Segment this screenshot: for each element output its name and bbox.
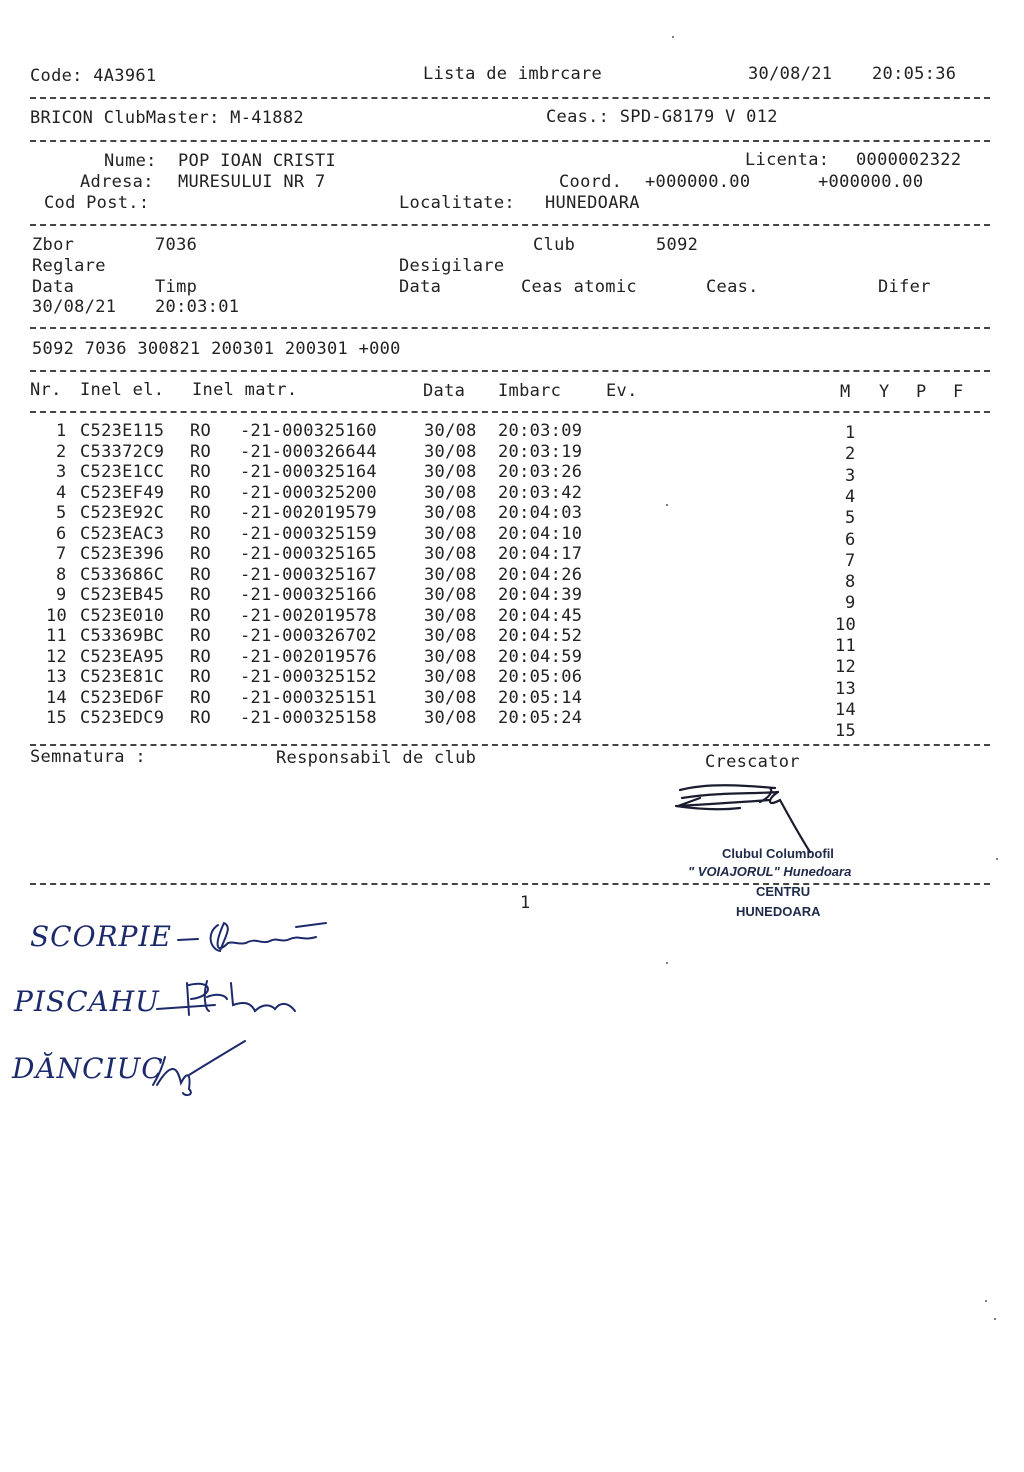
coord-value-1: +000000.00	[645, 172, 751, 192]
setting-time: 20:03:01	[155, 297, 240, 317]
row-m: 12	[835, 657, 857, 678]
time-label: Timp	[155, 277, 198, 297]
row-ro: RO	[190, 441, 212, 462]
handwritten-signature-1	[176, 915, 336, 960]
handwritten-name-3: DĂNCIUC	[12, 1052, 164, 1085]
row-date: 30/08	[424, 626, 477, 646]
row-inel-el: C523E81C	[80, 667, 165, 687]
row-date: 30/08	[424, 667, 477, 687]
col-header-data: Data	[423, 381, 466, 401]
row-time: 20:04:39	[498, 585, 583, 605]
breeder-label: Crescator	[705, 752, 800, 772]
col-header-ev: Ev.	[606, 381, 638, 401]
row-inel-el: C523E010	[80, 605, 165, 626]
difference-label: Difer	[878, 277, 931, 297]
row-time: 20:05:06	[498, 667, 583, 687]
row-date: 30/08	[424, 646, 477, 667]
paper-speck	[666, 504, 668, 506]
table-row	[0, 462, 1024, 486]
table-row	[0, 626, 1024, 656]
row-nr: 3	[56, 462, 67, 482]
coord-label: Coord.	[559, 172, 623, 192]
row-time: 20:03:09	[498, 421, 583, 441]
handwritten-signature-2	[155, 975, 315, 1020]
row-inel-matr: -21-000325166	[240, 585, 377, 605]
row-date: 30/08	[424, 421, 477, 441]
row-inel-el: C523EAC3	[80, 523, 165, 544]
row-time: 20:04:59	[498, 646, 583, 667]
locality-label: Localitate:	[399, 193, 515, 213]
club-responsible-label: Responsabil de club	[276, 748, 477, 768]
row-ro: RO	[190, 626, 212, 646]
date-label: Data	[32, 277, 75, 297]
row-inel-matr: -21-000325165	[240, 544, 377, 564]
row-nr: 9	[56, 585, 67, 605]
row-date: 30/08	[424, 462, 477, 482]
row-inel-el: C523E115	[80, 421, 165, 441]
row-inel-matr: -21-000325158	[240, 708, 377, 728]
col-header-imbarc: Imbarc	[498, 381, 562, 401]
row-m: 11	[835, 636, 857, 656]
header-time: 20:05:36	[872, 64, 957, 84]
row-m: 8	[845, 572, 856, 593]
row-date: 30/08	[424, 441, 477, 462]
row-ro: RO	[190, 462, 212, 482]
row-inel-matr: -21-000325152	[240, 667, 377, 687]
row-inel-matr: -21-000325167	[240, 564, 377, 585]
paper-speck	[672, 36, 674, 38]
row-time: 20:04:45	[498, 605, 583, 626]
row-ro: RO	[190, 605, 212, 626]
table-row	[0, 564, 1024, 593]
atomic-clock-label: Ceas atomic	[521, 277, 637, 297]
setting-label: Reglare	[32, 256, 106, 276]
row-inel-el: C523E396	[80, 544, 165, 564]
row-nr: 2	[56, 441, 67, 462]
row-date: 30/08	[424, 503, 477, 523]
row-inel-matr: -21-000325160	[240, 421, 377, 441]
paper-speck	[985, 1300, 987, 1302]
row-inel-el: C523ED6F	[80, 687, 165, 708]
row-ro: RO	[190, 544, 212, 564]
paper-speck	[996, 858, 998, 860]
row-nr: 11	[46, 626, 68, 646]
divider	[30, 97, 990, 99]
row-inel-matr: -21-000325151	[240, 687, 377, 708]
row-inel-matr: -21-002019579	[240, 503, 377, 523]
address-label: Adresa:	[80, 172, 154, 192]
col-header-inel-el: Inel el.	[80, 380, 165, 400]
code-label: Code: 4A3961	[30, 66, 157, 86]
col-header-p: P	[916, 382, 927, 402]
col-header-f: F	[953, 382, 964, 402]
row-nr: 5	[56, 503, 67, 523]
row-nr: 15	[46, 708, 68, 728]
row-date: 30/08	[424, 687, 477, 708]
row-time: 20:04:10	[498, 523, 583, 544]
clubmaster-label: BRICON ClubMaster: M-41882	[30, 108, 304, 128]
handwritten-name-2: PISCAHU	[14, 985, 160, 1018]
row-time: 20:04:03	[498, 503, 583, 523]
license-label: Licenta:	[745, 150, 830, 170]
paper-speck	[994, 1318, 996, 1320]
owner-address: MURESULUI NR 7	[178, 172, 326, 192]
row-time: 20:05:24	[498, 708, 583, 728]
divider	[30, 224, 990, 226]
unsealing-label: Desigilare	[399, 256, 505, 276]
clock-col-label: Ceas.	[706, 277, 759, 297]
divider	[30, 140, 990, 142]
table-row	[0, 482, 1024, 507]
row-m: 5	[845, 508, 856, 529]
row-date: 30/08	[424, 482, 477, 503]
row-inel-el: C533686C	[80, 564, 165, 585]
divider	[30, 744, 990, 746]
row-nr: 7	[56, 544, 67, 564]
locality-value: HUNEDOARA	[545, 193, 640, 213]
name-label: Nume:	[104, 151, 157, 171]
table-row	[0, 441, 1024, 465]
row-inel-matr: -21-000325164	[240, 462, 377, 482]
row-time: 20:03:19	[498, 441, 583, 462]
header-date: 30/08/21	[748, 64, 833, 84]
row-m: 15	[835, 721, 857, 742]
table-row	[0, 421, 1024, 441]
clock-label: Ceas.: SPD-G8179 V 012	[546, 107, 778, 127]
code-line: 5092 7036 300821 200301 200301 +000	[32, 339, 401, 359]
row-inel-matr: -21-002019578	[240, 605, 377, 626]
row-nr: 8	[56, 564, 67, 585]
table-row	[0, 503, 1024, 529]
row-ro: RO	[190, 687, 212, 708]
row-inel-el: C523EF49	[80, 482, 165, 503]
col-header-inel-matr: Inel matr.	[192, 380, 298, 400]
row-ro: RO	[190, 482, 212, 503]
owner-name: POP IOAN CRISTI	[178, 151, 337, 171]
divider	[30, 411, 990, 413]
table-row	[0, 585, 1024, 614]
signature-label: Semnatura :	[30, 747, 146, 767]
row-m: 9	[845, 593, 856, 614]
row-time: 20:05:14	[498, 687, 583, 708]
col-header-m: M	[840, 382, 851, 402]
stamp-line-3: CENTRU	[756, 884, 811, 899]
row-inel-el: C523E92C	[80, 503, 165, 523]
divider	[30, 370, 990, 372]
page-number: 1	[520, 893, 531, 913]
table-row	[0, 605, 1024, 635]
row-m: 13	[835, 678, 857, 699]
col-header-y: Y	[879, 382, 890, 402]
row-time: 20:04:52	[498, 626, 583, 646]
row-date: 30/08	[424, 605, 477, 626]
row-inel-matr: -21-000326644	[240, 441, 377, 462]
row-m: 7	[845, 550, 856, 571]
document-title: Lista de imbrcare	[423, 64, 603, 84]
handwritten-name-1: SCORPIE	[30, 920, 172, 953]
postcode-label: Cod Post.:	[44, 193, 150, 213]
unseal-date-label: Data	[399, 277, 442, 297]
row-time: 20:04:26	[498, 564, 583, 585]
row-inel-matr: -21-000325200	[240, 482, 377, 503]
row-m: 3	[845, 465, 856, 486]
row-nr: 1	[56, 421, 67, 441]
flight-number: 7036	[155, 235, 198, 255]
row-ro: RO	[190, 646, 212, 667]
handwritten-signature-3	[145, 1035, 255, 1100]
row-inel-matr: -21-000326702	[240, 626, 377, 646]
row-ro: RO	[190, 708, 212, 728]
row-inel-el: C523EA95	[80, 646, 165, 667]
row-inel-matr: -21-002019576	[240, 646, 377, 667]
row-m: 10	[835, 614, 857, 635]
row-date: 30/08	[424, 523, 477, 544]
row-date: 30/08	[424, 708, 477, 728]
row-nr: 4	[56, 482, 67, 503]
row-nr: 13	[46, 667, 68, 687]
row-inel-el: C53369BC	[80, 626, 165, 646]
row-ro: RO	[190, 564, 212, 585]
row-m: 1	[845, 423, 856, 443]
club-label: Club	[533, 235, 576, 255]
row-date: 30/08	[424, 585, 477, 605]
row-m: 4	[845, 486, 856, 507]
row-m: 14	[835, 699, 857, 720]
table-row	[0, 544, 1024, 571]
row-inel-el: C523E1CC	[80, 462, 165, 482]
row-ro: RO	[190, 585, 212, 605]
row-nr: 10	[46, 605, 68, 626]
license-number: 0000002322	[856, 150, 962, 170]
stamp-line-2: " VOIAJORUL" Hunedoara	[688, 864, 852, 879]
row-time: 20:03:26	[498, 462, 583, 482]
row-m: 6	[845, 529, 856, 550]
row-inel-el: C53372C9	[80, 441, 165, 462]
row-m: 2	[845, 444, 856, 465]
row-date: 30/08	[424, 564, 477, 585]
row-date: 30/08	[424, 544, 477, 564]
paper-speck	[666, 962, 668, 964]
row-nr: 6	[56, 523, 67, 544]
stamp-line-1: Clubul Columbofil	[722, 846, 834, 861]
coord-value-2: +000000.00	[818, 172, 924, 192]
row-nr: 14	[46, 687, 68, 708]
table-row	[0, 523, 1024, 550]
row-ro: RO	[190, 667, 212, 687]
flight-label: Zbor	[32, 235, 75, 255]
row-inel-el: C523EB45	[80, 585, 165, 605]
divider	[30, 327, 990, 329]
row-time: 20:04:17	[498, 544, 583, 564]
col-header-nr: Nr.	[30, 380, 62, 400]
club-number: 5092	[656, 235, 699, 255]
row-inel-matr: -21-000325159	[240, 523, 377, 544]
row-ro: RO	[190, 503, 212, 523]
setting-date: 30/08/21	[32, 297, 117, 317]
row-nr: 12	[46, 646, 68, 667]
row-ro: RO	[190, 523, 212, 544]
row-ro: RO	[190, 421, 212, 441]
row-inel-el: C523EDC9	[80, 708, 165, 728]
table-row	[0, 708, 1024, 742]
stamp-line-4: HUNEDOARA	[736, 904, 821, 919]
divider	[30, 883, 990, 885]
row-time: 20:03:42	[498, 482, 583, 503]
